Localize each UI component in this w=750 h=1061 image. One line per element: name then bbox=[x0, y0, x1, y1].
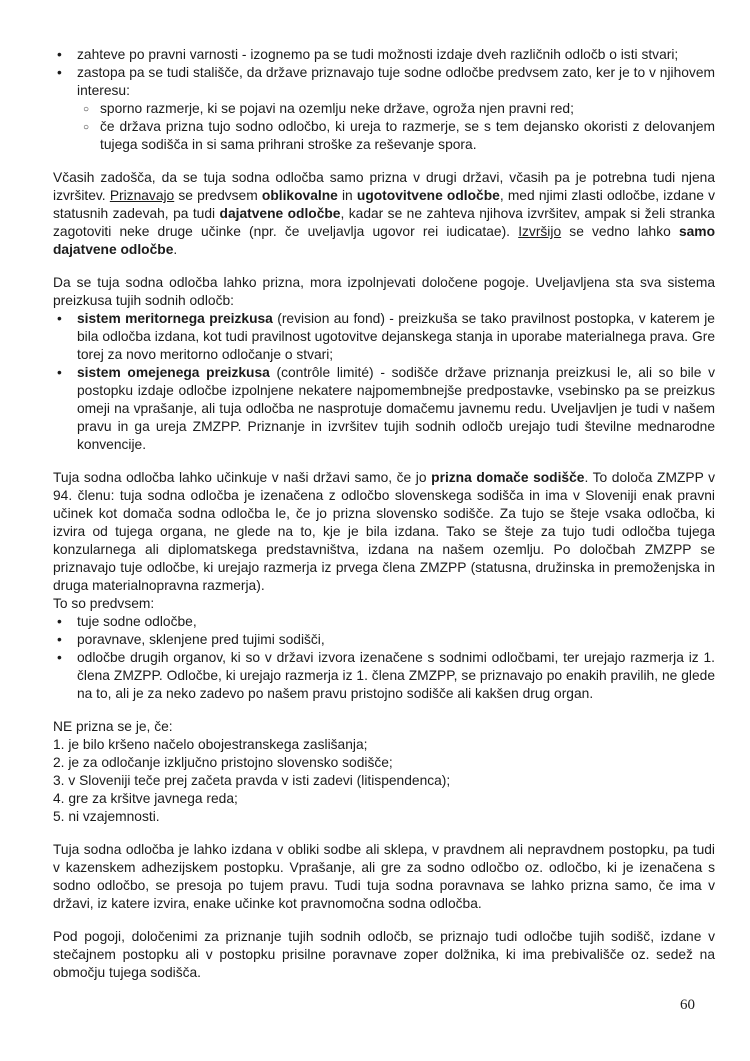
numbered-item-5: 5. ni vzajemnosti. bbox=[53, 809, 160, 824]
numbered-item-1: 1. je bilo kršeno načelo obojestranskega zaslišanja; bbox=[53, 737, 368, 752]
list-item-text: zahteve po pravni varnosti - izognemo pa se tudi možnosti izdaje dveh različnih odločb o isti stvari; bbox=[77, 47, 679, 62]
paragraph-recognition-vs-enforcement: Včasih zadošča, da se tuja sodna odločba samo prizna v drugi državi, včasih pa je potrebna tudi njena izvršitev. Priznavajo se predvsem oblikovalne in ugotovitvene odločbe, med njimi zlasti odločbe, izdane v statusnih zadevah, pa tudi dajatvene odločbe, kadar se ne zahteva njihova izvršitev, ampak si želi stranka zagotoviti neke druge učinke (npr. če uveljavlja ugovor rei iudicatae). Izvršijo se vedno lahko samo dajatvene odločbe. bbox=[53, 170, 716, 257]
paragraph-non-recognition-intro: NE prizna se je, če: bbox=[53, 719, 173, 734]
numbered-item-2: 2. je za odločanje izključno pristojno slovensko sodišče; bbox=[53, 755, 393, 770]
paragraph-predvsem-intro: To so predvsem: bbox=[53, 596, 155, 611]
section-domestic-recognition bbox=[53, 469, 715, 703]
list-item bbox=[53, 613, 715, 631]
section-non-recognition bbox=[53, 718, 715, 826]
list-item bbox=[53, 64, 715, 154]
bullet-list-recognition-reasons bbox=[53, 46, 715, 154]
list-item-text: če država prizna tujo sodno odločbo, ki ureja to razmerje, se s tem dejansko okoristi z delovanjem tujega sodišča in si sama prihrani stroške za reševanje spora. bbox=[100, 119, 715, 152]
paragraph-domestic-recognition: Tuja sodna odločba lahko učinkuje v naši državi samo, če jo prizna domače sodišče. To določa ZMZPP v 94. členu: tuja sodna odločba je izenačena z odločbo slovenskega sodišča in ima v Sloveniji enak pravni učinek kot domača sodna odločba le, če jo prizna slovensko sodišče. Za tujo se šteje vsaka odločba, ki izvira od tujega organa, ne glede na to, kje je bila izdana. Tako se šteje za tujo tudi odločba tujega konzularnega ali diplomatskega predstavništva, izdana na našem ozemlju. Po določbah ZMZPP se priznavajo tuje odločbe, ki urejajo razmerja iz prvega člena ZMZPP (statusna, družinska in premoženjska in druga materialnopravna razmerja). bbox=[53, 470, 716, 593]
section-review-systems bbox=[53, 274, 715, 454]
bullet-sublist-state-interest bbox=[77, 100, 715, 154]
list-item: • sistem meritornega preizkusa (revision au fond) - preizkuša se tako pravilnost postopka, v katerem je bila odločba izdana, kot tudi pravilnost ugotovitve dejanskega stanja in uporabe materialnega prava. Gre torej za novo meritorno odločanje o stvari; bbox=[53, 310, 715, 364]
paragraph-decision-form: Tuja sodna odločba je lahko izdana v obliki sodbe ali sklepa, v pravdnem ali nepravdnem postopku, pa tudi v kazenskem adhezijskem postopku. Vprašanje, ali gre za sodno odločbo oz. odločbo, ki je izenačena s sodno odločbo, se presoja po tujem pravu. Tudi tuja sodna poravnava se lahko prizna samo, če ima v državi, iz katere izvira, enake učinke kot pravnomočna sodna odločba. bbox=[53, 842, 715, 911]
list-item: • sistem omejenega preizkusa (contrôle limité) - sodišče države priznanja preizkusi le, ali so bile v postopku izdaje odločbe izpolnjene nekatere najpomembnejše predpostavke, vsebinsko pa se preizkus omeji na vprašanje, ali tuja odločba ne nasprotuje domačemu javnemu redu. Uveljavljen je tudi v našem pravu in ga ureja ZMZPP. Priznanje in izvršitev tujih sodnih odločb urejajo tudi številne mednarodne konvencije. bbox=[53, 364, 715, 454]
bullet-list-review-systems bbox=[53, 310, 715, 454]
list-item bbox=[53, 631, 715, 649]
list-item-text: poravnave, sklenjene pred tujimi sodišči, bbox=[77, 632, 325, 647]
list-item-text: tuje sodne odločbe, bbox=[77, 614, 197, 629]
numbered-item-4: 4. gre za kršitve javnega reda; bbox=[53, 791, 238, 806]
paragraph-bankruptcy-decisions: Pod pogoji, določenimi za priznanje tujih sodnih odločb, se priznajo tudi odločbe tujih sodišč, izdane v stečajnem postopku ali v postopku prisilne poravnave zoper dolžnika, ki ima prebivališče oz. sedež na območju tujega sodišča. bbox=[53, 929, 715, 980]
list-subitem bbox=[77, 118, 715, 154]
list-subitem bbox=[77, 100, 715, 118]
list-item-text: odločbe drugih organov, ki so v državi izvora izenačene s sodnimi odločbami, ter urejajo razmerja iz 1. člena ZMZPP. Odločbe, ki urejajo razmerja iz 1. člena ZMZPP, se priznavajo po enakih pravilih, ne glede na to, ali je za neko zadevo po našem pravu pristojno sodišče ali kakšen drug organ. bbox=[77, 650, 715, 701]
list-item-text: zastopa pa se tudi stališče, da države priznavajo tuje sodne odločbe predvsem zato, ker je to v njihovem interesu: bbox=[77, 65, 715, 98]
paragraph-review-systems-intro: Da se tuja sodna odločba lahko prizna, mora izpolnjevati določene pogoje. Uveljavljena sta sva sistema preizkusa tujih sodnih odločb: bbox=[53, 275, 715, 308]
bullet-list-recognized-decisions bbox=[53, 613, 715, 703]
page-number: 60 bbox=[680, 997, 695, 1013]
list-item bbox=[53, 649, 715, 703]
numbered-item-3: 3. v Sloveniji teče prej začeta pravda v isti zadevi (litispendenca); bbox=[53, 773, 451, 788]
list-item-text: sporno razmerje, ki se pojavi na ozemlju neke države, ogroža njen pravni red; bbox=[100, 101, 574, 116]
list-item bbox=[53, 46, 715, 64]
